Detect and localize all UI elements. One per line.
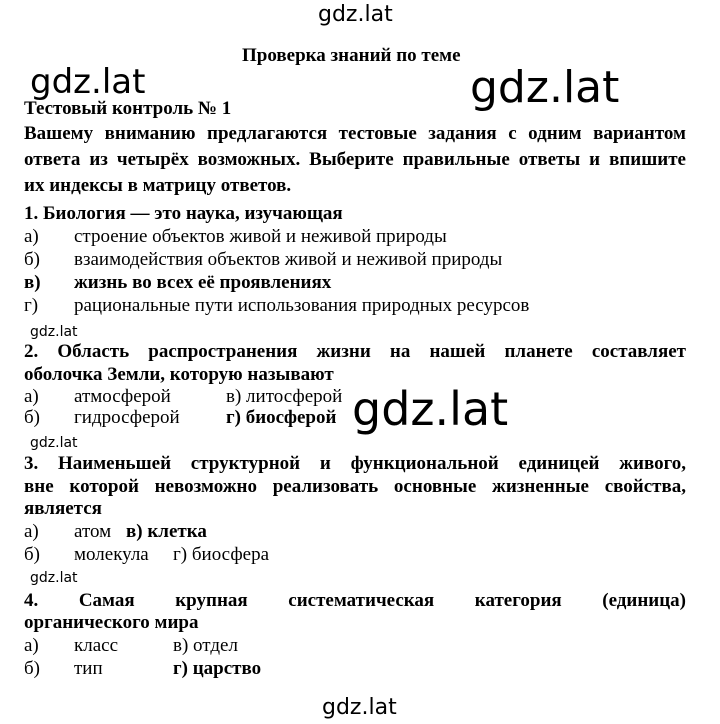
q1-b-mark: б) — [24, 249, 40, 270]
q4-a-text: класс — [74, 635, 119, 656]
q3-line-3: является — [24, 498, 102, 519]
q3-c-text: в) клетка — [126, 521, 207, 542]
q1-a-text: строение объектов живой и неживой природы — [74, 226, 447, 247]
watermark-q2: gdz.lat — [30, 324, 78, 340]
q2-line-2: оболочка Земли, которую называют — [24, 364, 334, 385]
q2-line-1: 2. Область распространения жизни на нашей планете составляет — [24, 341, 686, 362]
q2-a-mark: а) — [24, 386, 39, 407]
q3-d-text: г) биосфера — [173, 544, 270, 565]
q1-c-mark: в) — [24, 272, 41, 293]
q1-d-text: рациональные пути использования природных ресурсов — [74, 295, 530, 316]
watermark-middle: gdz.lat — [352, 382, 509, 436]
watermark-left: gdz.lat — [30, 62, 146, 102]
q3-a-mark: а) — [24, 521, 39, 542]
q2-a-text: атмосферой — [74, 386, 171, 407]
q4-a-mark: а) — [24, 635, 39, 656]
q1-a-mark: а) — [24, 226, 39, 247]
watermark-right: gdz.lat — [470, 62, 620, 113]
q4-b-mark: б) — [24, 658, 40, 679]
q3-b-text: молекула — [74, 544, 149, 565]
q4-c-text: в) отдел — [173, 635, 238, 656]
q3-line-1: 3. Наименьшей структурной и функциональной единицей живого, — [24, 453, 686, 474]
q1-question: 1. Биология — это наука, изучающая — [24, 203, 343, 224]
intro-line-2: ответа из четырёх возможных. Выберите правильные ответы и впишите — [24, 149, 686, 170]
page-title: Проверка знаний по теме — [242, 45, 461, 66]
q3-line-2: вне которой невозможно реализовать основные жизненные свойства, — [24, 476, 686, 497]
q4-b-text: тип — [74, 658, 103, 679]
q1-c-text: жизнь во всех её проявлениях — [74, 272, 332, 293]
watermark-top: gdz.lat — [318, 2, 393, 27]
intro-line-1: Вашему вниманию предлагаются тестовые задания с одним вариантом — [24, 123, 686, 144]
q2-b-text: гидросферой — [74, 407, 180, 428]
q4-line-1: 4. Самая крупная систематическая категория (единица) — [24, 590, 686, 611]
q2-d-text: г) биосферой — [226, 407, 337, 428]
q1-b-text: взаимодействия объектов живой и неживой природы — [74, 249, 503, 270]
q3-b-mark: б) — [24, 544, 40, 565]
q4-d-text: г) царство — [173, 658, 262, 679]
watermark-bottom: gdz.lat — [322, 695, 397, 720]
watermark-q4: gdz.lat — [30, 570, 78, 586]
watermark-q3: gdz.lat — [30, 435, 78, 451]
q4-line-2: органического мира — [24, 612, 199, 633]
q2-b-mark: б) — [24, 407, 40, 428]
section-subtitle: Тестовый контроль № 1 — [24, 98, 232, 119]
q1-d-mark: г) — [24, 295, 39, 316]
q2-c-text: в) литосферой — [226, 386, 343, 407]
intro-line-3: их индексы в матрицу ответов. — [24, 175, 292, 196]
q3-a-text: атом — [74, 521, 112, 542]
